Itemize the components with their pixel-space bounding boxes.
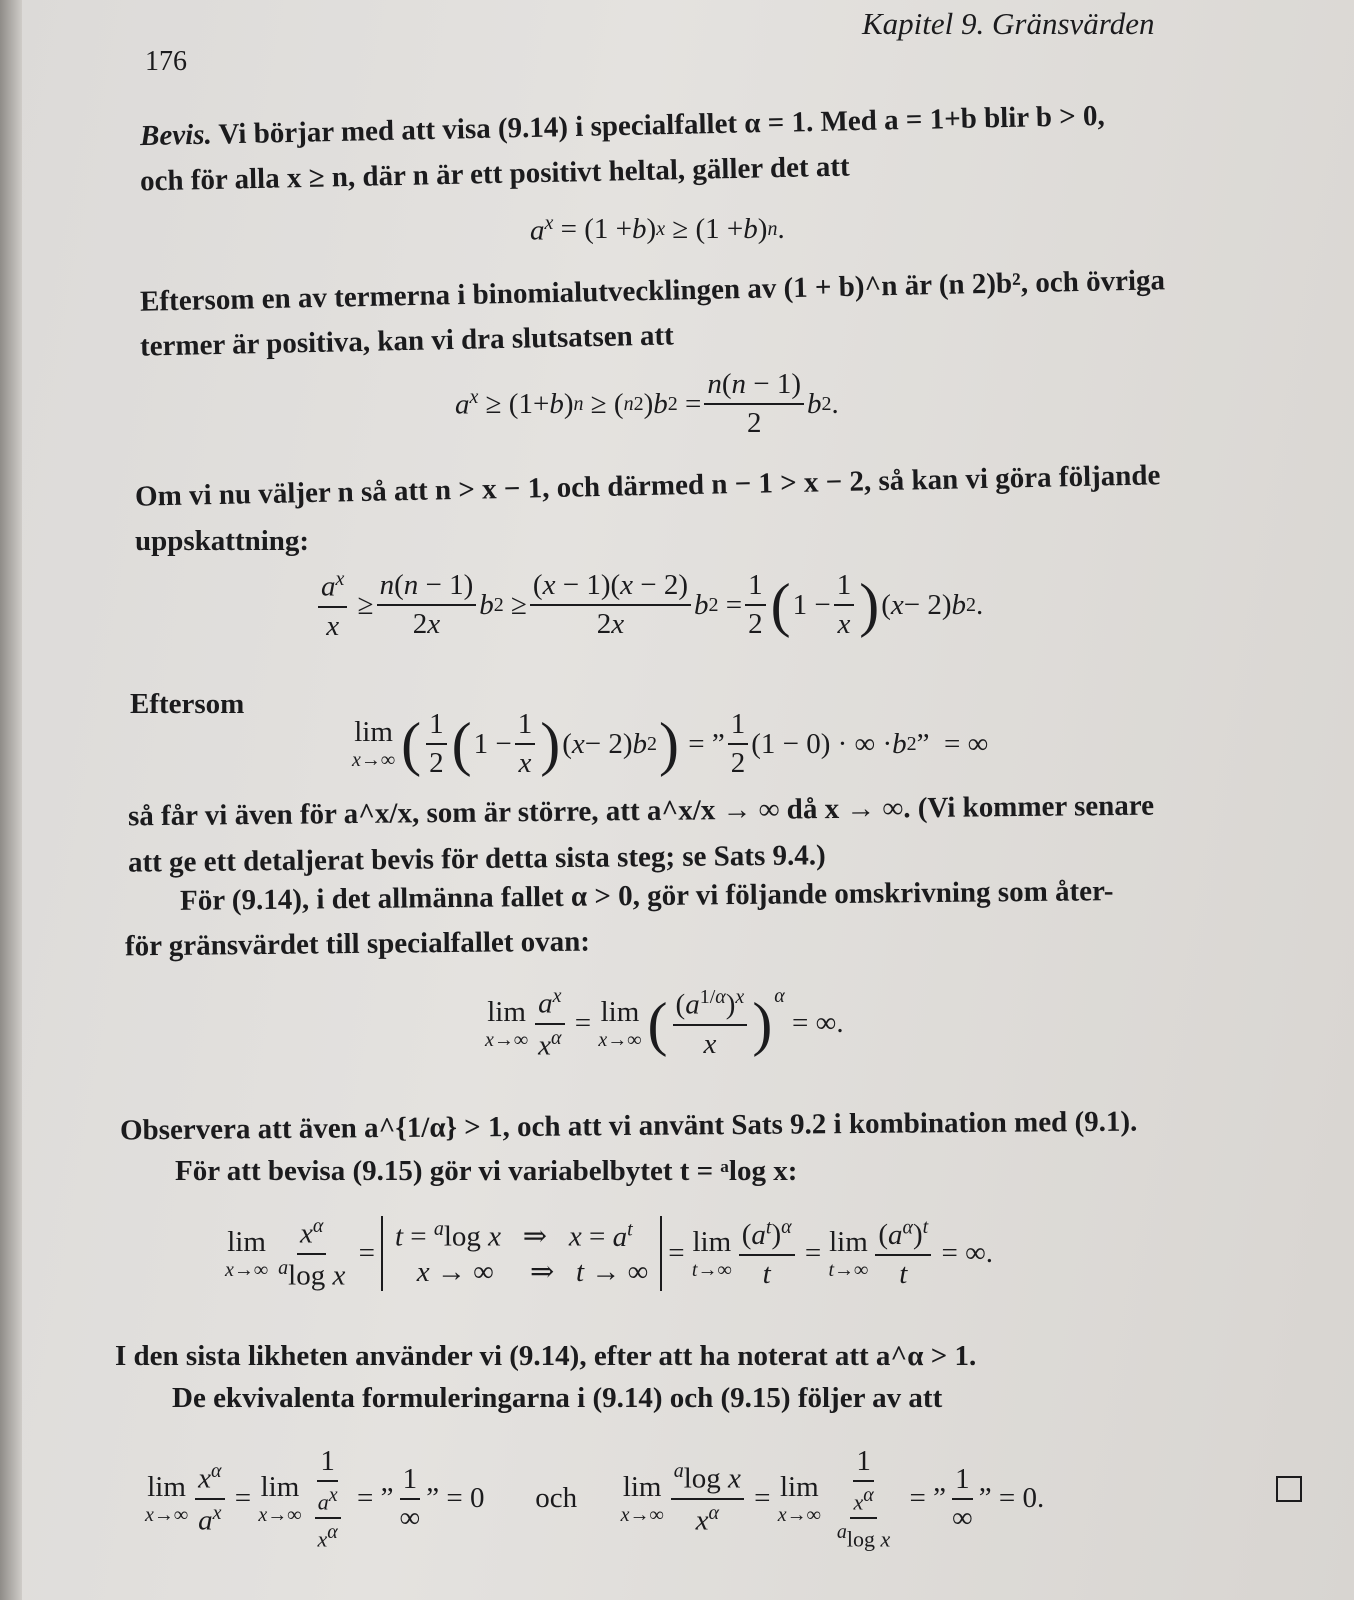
paragraph-5-line-2: att ge ett detaljerat bevis för detta sista steg; se Sats 9.4.) [127, 839, 826, 879]
paragraph-3-line-2: uppskattning: [135, 525, 310, 557]
paragraph-2-line-1: Eftersom en av termerna i binomialutvecklingen av (1 + b)^n är (n 2)b², och övriga [139, 264, 1166, 318]
paragraph-6-line-1: Observera att även a^{1/α} > 1, och att vi använt Sats 9.2 i kombination med (9.1). [119, 1105, 1138, 1147]
page-number: 176 [145, 46, 187, 77]
paragraph-6-line-2: För att bevisa (9.15) gör vi variabelbytet t = ᵃlog x: [175, 1155, 798, 1187]
proof-line-2: och för alla x ≥ n, där n är ett positivt heltal, gäller det att [139, 150, 850, 198]
equation-1: $a^x$ = (1 + b ) x ≥ (1 + b ) n . [530, 212, 785, 247]
equation-6: lim x→∞ $\frac{x^\alpha}{^a\log x}$ = t = $^a$log x ⇒ $x = a^t$ x → ∞ ⇒ t → ∞ = lim t→∞ $\frac{(a^t)^\alpha}{t}$ = lim t→∞ $\frac{(a^\alpha)^t}{t}$ = ∞. [225, 1215, 994, 1292]
equation-3: $\frac{a^x}{x}$ ≥ $\frac{n(n - 1)}{2x}$ b 2 ≥ $\frac{(x - 1)(x - 2)}{2x}$ b 2 = $\frac{1}{2}$ ( 1 − $\frac{1}{x}$ ) ( x − 2) b 2 . [315, 568, 983, 643]
paragraph-2-line-2: termer är positiva, kan vi dra slutsatsen att [139, 319, 675, 363]
paragraph-5-line-1: så får vi även för a^x/x, som är större, att a^x/x → ∞ då x → ∞. (Vi kommer senare [127, 789, 1155, 833]
proof-line-1: Vi börjar med att visa (9.14) i specialfallet α = 1. Med a = 1+b blir b > 0, [211, 99, 1106, 151]
och-word: och [535, 1482, 578, 1515]
paragraph-3-line-1: Om vi nu väljer n så att n > x − 1, och därmed n − 1 > x − 2, så kan vi göra följande [134, 459, 1161, 513]
paragraph-4-eftersom: Eftersom [130, 688, 245, 720]
paragraph-5-line-3: För (9.14), i det allmänna fallet α > 0, gör vi följande omskrivning som åter- [179, 875, 1114, 917]
qed-box [1276, 1476, 1302, 1502]
paragraph-7-line-2: De ekvivalenta formuleringarna i (9.14) och (9.15) följer av att [172, 1382, 943, 1414]
proof-paragraph-1 [140, 100, 1105, 153]
chapter-title: Kapitel 9. Gränsvärden [862, 6, 1155, 41]
equation-final: lim x→∞ $\frac{x^\alpha}{a^x}$ = lim x→∞ $\frac{1}{\frac{a^x}{x^\alpha}}$ = ” $\frac{1}{\infty}$ ” = 0 och lim x→∞ $\frac{^a\log x}{x^\alpha}$ = lim x→∞ $\frac{1}{\frac{x^\alpha}{^a\log x}}$ = ” $\frac{1}{\infty}$ ” = 0. [145, 1445, 1045, 1552]
proof-label: Bevis. [139, 118, 213, 153]
paragraph-7-line-1: I den sista likheten använder vi (9.14), efter att ha noterat att a^α > 1. [115, 1340, 977, 1372]
paragraph-5-line-4: för gränsvärdet till specialfallet ovan: [124, 925, 591, 963]
equation-5: lim x→∞ $\frac{a^x}{x^\alpha}$ = lim x→∞ ( $\frac{(a^{1/\alpha})^x}{x}$ ) $^\alpha$ = ∞. [485, 985, 844, 1062]
equation-2: $a^x$ ≥ (1+ b ) n ≥ ( n 2 ) b 2 = $\frac{n(n - 1)}{2}$ b 2 . [455, 368, 839, 439]
book-spine [0, 0, 22, 1600]
equation-4: lim x→∞ ( $\frac{1}{2}$ ( 1 − $\frac{1}{x}$ ) ( x − 2) b 2 ) = ” $\frac{1}{2}$ (1 − 0) · ∞ · b 2 ” = ∞ [352, 708, 989, 779]
